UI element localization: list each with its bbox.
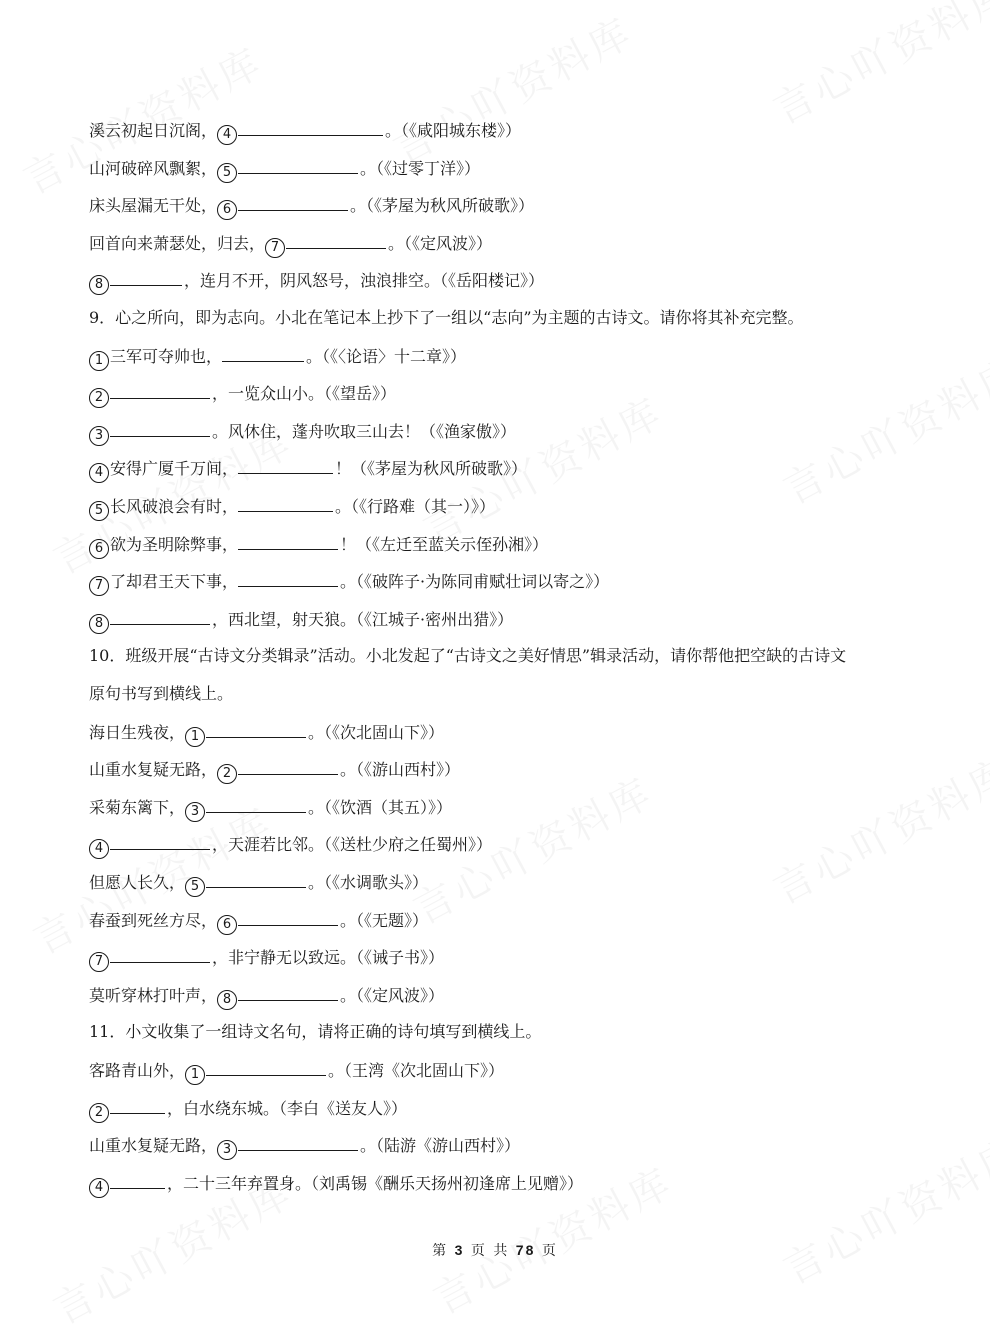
answer-blank[interactable] (206, 1060, 326, 1076)
answer-blank[interactable] (110, 609, 210, 625)
answer-blank[interactable] (238, 158, 358, 174)
text-line (89, 1098, 407, 1123)
text-line (89, 496, 495, 521)
text-line (89, 1173, 583, 1198)
answer-blank[interactable] (238, 910, 338, 926)
line-text: 。（《茅屋为秋风所破歌》） (350, 196, 535, 215)
circled-number: 7 (265, 238, 285, 258)
answer-blank[interactable] (238, 458, 333, 474)
text-line (89, 158, 480, 183)
line-text: ，天涯若比邻。（《送杜少府之任蜀州》） (212, 835, 493, 854)
answer-blank[interactable] (110, 270, 182, 286)
circled-number: 1 (89, 351, 109, 371)
footer-total-pages: 78 (515, 1242, 536, 1258)
answer-blank[interactable] (110, 947, 210, 963)
text-line (89, 947, 444, 972)
text-line (89, 421, 516, 446)
answer-blank[interactable] (110, 1173, 165, 1189)
line-text: 。（《饮酒（其五）》） (308, 798, 453, 817)
line-text: 海日生残夜， (89, 723, 186, 742)
text-line (89, 910, 428, 935)
footer-page-number: 3 (454, 1242, 465, 1258)
line-text: ，二十三年弃置身。（刘禹锡《酬乐天扬州初逢席上见赠》） (167, 1174, 584, 1193)
text-line (89, 458, 527, 483)
line-text: 回首向来萧瑟处，归去， (89, 234, 266, 253)
circled-number: 3 (217, 1140, 237, 1160)
line-text: 。（《次北固山下》） (308, 723, 445, 742)
circled-number: 5 (217, 163, 237, 183)
text-line (89, 759, 460, 784)
line-text: 欲为圣明除弊事， (110, 535, 239, 554)
line-text: ，西北望，射天狼。（《江城子·密州出猎》） (212, 610, 514, 629)
circled-number: 8 (89, 614, 109, 634)
circled-number: 4 (89, 839, 109, 859)
line-text: 。（《行路难（其一）》） (335, 497, 496, 516)
circled-number: 8 (217, 990, 237, 1010)
line-text: 山重水复疑无路， (89, 760, 218, 779)
text-line (89, 834, 492, 859)
text-line (89, 1135, 520, 1160)
text-line (89, 684, 233, 704)
circled-number: 2 (89, 1103, 109, 1123)
text-line (89, 646, 846, 666)
line-text: 山河破碎风飘絮， (89, 159, 218, 178)
answer-blank[interactable] (238, 985, 338, 1001)
answer-blank[interactable] (238, 496, 333, 512)
text-line (89, 571, 609, 596)
line-text: ！（《茅屋为秋风所破歌》） (335, 459, 528, 478)
circled-number: 5 (185, 877, 205, 897)
line-text: 莫听穿林打叶声， (89, 986, 218, 1005)
line-text: 11．小文收集了一组诗文名句，请将正确的诗句填写到横线上。 (89, 1022, 542, 1041)
line-text: ，非宁静无以致远。（《诫子书》） (212, 948, 445, 967)
circled-number: 6 (217, 915, 237, 935)
text-line (89, 534, 548, 559)
answer-blank[interactable] (222, 346, 304, 362)
line-text: 。（《无题》） (340, 911, 429, 930)
text-line (89, 195, 534, 220)
text-line (89, 609, 513, 634)
circled-number: 4 (89, 1178, 109, 1198)
line-text: 山重水复疑无路， (89, 1136, 218, 1155)
circled-number: 2 (89, 388, 109, 408)
answer-blank[interactable] (110, 1098, 165, 1114)
line-text: 。风休住，蓬舟吹取三山去！（《渔家傲》） (212, 422, 517, 441)
text-line (89, 985, 444, 1010)
answer-blank[interactable] (206, 872, 306, 888)
line-text: 。（《水调歌头》） (308, 873, 429, 892)
watermark-text (762, 741, 990, 915)
circled-number: 2 (217, 764, 237, 784)
text-line (89, 1022, 541, 1042)
line-text: 10．班级开展“古诗文分类辑录”活动。小北发起了“古诗文之美好情思”辑录活动，请你帮他把空缺的古诗文 (89, 646, 847, 665)
text-line (89, 233, 492, 258)
circled-number: 4 (217, 125, 237, 145)
line-text: 。（王湾《次北固山下》） (328, 1061, 505, 1080)
page-footer (0, 1240, 990, 1260)
watermark-text (762, 0, 990, 136)
answer-blank[interactable] (238, 534, 338, 550)
line-text: 。（《游山西村》） (340, 760, 461, 779)
line-text: ，连月不开，阴风怒号，浊浪排空。（《岳阳楼记》） (184, 271, 545, 290)
circled-number: 4 (89, 463, 109, 483)
line-text: 床头屋漏无干处， (89, 196, 218, 215)
line-text: 了却君王天下事， (110, 572, 239, 591)
line-text: 春蚕到死丝方尽， (89, 911, 218, 930)
line-text: 客路青山外， (89, 1061, 186, 1080)
line-text: 。（《定风波》） (340, 986, 445, 1005)
circled-number: 7 (89, 952, 109, 972)
answer-blank[interactable] (238, 120, 383, 136)
line-text: 安得广厦千万间， (110, 459, 239, 478)
answer-blank[interactable] (110, 383, 210, 399)
line-text: 。（陆游《游山西村》） (360, 1136, 521, 1155)
line-text: ，白水绕东城。（李白《送友人》） (167, 1099, 408, 1118)
answer-blank[interactable] (110, 834, 210, 850)
circled-number: 6 (217, 200, 237, 220)
line-text: 。（《破阵子·为陈同甫赋壮词以寄之》） (340, 572, 610, 591)
text-line (89, 270, 544, 295)
circled-number: 8 (89, 275, 109, 295)
text-line (89, 346, 466, 371)
watermark-text (772, 1121, 990, 1295)
watermark-text (382, 1, 642, 175)
text-line (89, 120, 521, 145)
answer-blank[interactable] (238, 571, 338, 587)
line-text: ，一览众山小。（《望岳》） (212, 384, 397, 403)
line-text: 三军可夺帅也， (110, 347, 223, 366)
answer-blank[interactable] (206, 797, 306, 813)
line-text: 长风破浪会有时， (110, 497, 239, 516)
line-text: 溪云初起日沉阁， (89, 121, 218, 140)
footer-prefix: 第 (432, 1243, 449, 1259)
answer-blank[interactable] (238, 195, 348, 211)
answer-blank[interactable] (238, 1135, 358, 1151)
line-text: 。（《〈论语〉十二章》） (306, 347, 467, 366)
watermark-text (772, 341, 990, 515)
text-line (89, 383, 396, 408)
circled-number: 5 (89, 501, 109, 521)
line-text: 9．心之所向，即为志向。小北在笔记本上抄下了一组以“志向”为主题的古诗文。请你将其补充完整。 (89, 308, 804, 327)
footer-middle: 页 共 (470, 1243, 510, 1259)
circled-number: 6 (89, 539, 109, 559)
answer-blank[interactable] (238, 759, 338, 775)
text-line (89, 1060, 504, 1085)
circled-number: 3 (89, 426, 109, 446)
line-text: 采菊东篱下， (89, 798, 186, 817)
answer-blank[interactable] (206, 722, 306, 738)
line-text: 但愿人长久， (89, 873, 186, 892)
text-line (89, 722, 444, 747)
line-text: 。（《咸阳城东楼》） (385, 121, 522, 140)
answer-blank[interactable] (110, 421, 210, 437)
line-text: ！（《左迁至蓝关示侄孙湘》） (340, 535, 549, 554)
line-text: 原句书写到横线上。 (89, 684, 234, 703)
answer-blank[interactable] (286, 233, 386, 249)
line-text: 。（《过零丁洋》） (360, 159, 481, 178)
text-line (89, 872, 428, 897)
line-text: 。（《定风波》） (388, 234, 493, 253)
circled-number: 1 (185, 1065, 205, 1085)
circled-number: 7 (89, 576, 109, 596)
circled-number: 1 (185, 727, 205, 747)
circled-number: 3 (185, 802, 205, 822)
footer-suffix: 页 (541, 1243, 558, 1259)
text-line (89, 308, 804, 328)
text-line (89, 797, 452, 822)
